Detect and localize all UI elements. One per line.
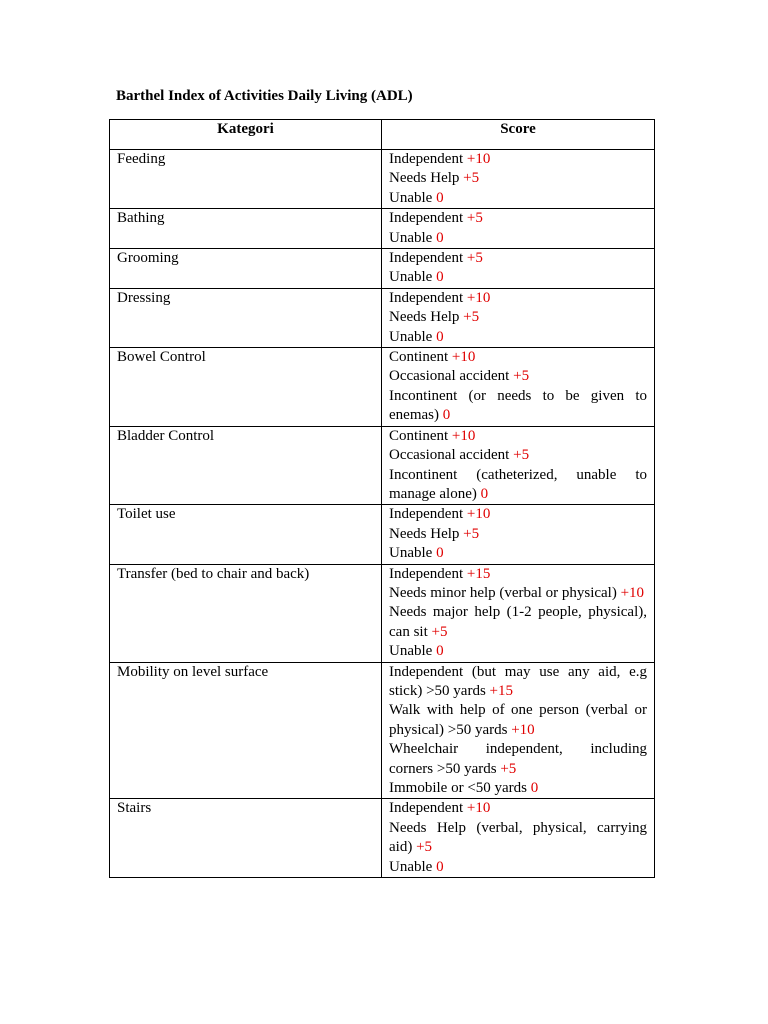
table-row <box>110 249 655 289</box>
score-option <box>389 799 647 818</box>
score-option-label: Independent <box>389 210 464 227</box>
score-option-label: Incontinent (or needs to be given to enemas) <box>389 387 647 424</box>
score-option-points: +5 <box>416 839 433 856</box>
score-option-label: Independent <box>389 565 464 582</box>
score-option <box>389 189 647 208</box>
score-option-points: +5 <box>466 210 483 227</box>
score-option <box>389 289 647 308</box>
score-option-points: +5 <box>431 623 448 640</box>
score-option <box>389 308 647 327</box>
score-option <box>389 642 647 661</box>
score-option <box>389 565 647 584</box>
score-option-label: Needs minor help (verbal or physical) <box>389 584 617 601</box>
score-option-points: +5 <box>463 525 480 542</box>
category-cell: Stairs <box>110 799 382 878</box>
score-option-points: +10 <box>511 721 535 738</box>
barthel-index-table <box>109 119 655 878</box>
score-option <box>389 701 647 740</box>
table-header-row <box>110 120 655 150</box>
table-row <box>110 150 655 209</box>
score-cell <box>382 150 655 209</box>
score-option <box>389 525 647 544</box>
score-option-points: +10 <box>620 584 645 601</box>
score-option <box>389 150 647 169</box>
score-cell <box>382 564 655 662</box>
table-row <box>110 564 655 662</box>
score-option-label: Unable <box>389 229 433 246</box>
score-option-label: Wheelchair independent, including corners >50 yards <box>389 741 647 777</box>
score-option-points: +5 <box>466 250 483 267</box>
table-row <box>110 662 655 799</box>
score-option <box>389 544 647 563</box>
score-cell <box>382 209 655 249</box>
category-cell: Bowel Control <box>110 348 382 427</box>
score-cell <box>382 799 655 878</box>
score-option <box>389 249 647 268</box>
score-option-points: +10 <box>466 151 491 167</box>
score-option <box>389 169 647 188</box>
score-option-points: +5 <box>463 309 480 326</box>
category-cell: Bladder Control <box>110 426 382 505</box>
score-option-label: Immobile or <50 yards <box>389 780 528 796</box>
score-option <box>389 387 647 426</box>
score-option-label: Occasional accident <box>389 447 510 464</box>
score-option-points: 0 <box>530 780 539 796</box>
score-option-points: 0 <box>436 189 444 206</box>
score-option <box>389 367 647 386</box>
score-cell <box>382 249 655 289</box>
score-option-points: +10 <box>466 506 491 523</box>
category-cell: Mobility on level surface <box>110 662 382 799</box>
score-option <box>389 328 647 347</box>
score-option-label: Independent <box>389 250 464 267</box>
category-cell: Dressing <box>110 288 382 347</box>
table-row <box>110 799 655 878</box>
score-cell <box>382 288 655 347</box>
table-row <box>110 209 655 249</box>
score-option <box>389 858 647 877</box>
score-option <box>389 268 647 287</box>
category-cell: Grooming <box>110 249 382 289</box>
category-cell: Transfer (bed to chair and back) <box>110 564 382 662</box>
category-cell: Bathing <box>110 209 382 249</box>
score-option-points: 0 <box>436 858 444 875</box>
score-option-points: 0 <box>442 407 451 424</box>
score-option <box>389 663 647 702</box>
score-option-label: Needs Help <box>389 170 460 187</box>
header-category: Kategori <box>110 120 382 150</box>
score-option-label: Independent <box>389 151 464 167</box>
score-option-label: Continent <box>389 427 449 444</box>
score-option-points: +15 <box>489 682 513 699</box>
score-option-points: +5 <box>463 170 480 187</box>
header-score: Score <box>382 120 655 150</box>
score-option-points: 0 <box>480 485 489 502</box>
score-cell <box>382 348 655 427</box>
score-option-label: Unable <box>389 189 433 206</box>
score-option-label: Unable <box>389 269 433 286</box>
score-option-points: +10 <box>451 349 476 366</box>
score-option-points: +10 <box>451 427 476 444</box>
score-option-label: Needs major help (1-2 people, physical), can sit <box>389 604 647 640</box>
score-option <box>389 427 647 446</box>
score-cell <box>382 662 655 799</box>
score-option-label: Independent <box>389 800 464 817</box>
score-option-label: Needs Help (verbal, physical, carrying aid) <box>389 819 647 856</box>
score-option-label: Occasional accident <box>389 368 510 385</box>
score-option-label: Needs Help <box>389 525 460 542</box>
table-body <box>110 150 655 878</box>
score-option-label: Independent <box>389 289 464 306</box>
score-option <box>389 446 647 465</box>
score-option-points: 0 <box>436 643 444 660</box>
score-option-label: Needs Help <box>389 309 460 326</box>
score-option-label: Continent <box>389 349 449 366</box>
score-option-label: Unable <box>389 328 433 345</box>
table-row <box>110 348 655 427</box>
score-cell <box>382 426 655 505</box>
score-option-label: Independent <box>389 506 464 523</box>
score-option-points: +15 <box>466 565 491 582</box>
score-option-points: 0 <box>436 229 444 246</box>
score-option-label: Incontinent (catheterized, unable to manage alone) <box>389 466 647 502</box>
score-option <box>389 603 647 642</box>
score-option <box>389 466 647 505</box>
score-option-label: Unable <box>389 545 433 562</box>
score-option <box>389 348 647 367</box>
score-option-points: +10 <box>466 800 491 817</box>
score-option-points: +5 <box>500 760 517 777</box>
score-option-points: 0 <box>436 269 444 286</box>
table-row <box>110 426 655 505</box>
score-option <box>389 505 647 524</box>
score-option-label: Unable <box>389 858 433 875</box>
table-row <box>110 505 655 564</box>
score-option-label: Walk with help of one person (verbal or physical) >50 yards <box>389 702 647 738</box>
score-option-points: +5 <box>513 368 530 385</box>
table-row <box>110 288 655 347</box>
score-option-label: Independent (but may use any aid, e.g stick) >50 yards <box>389 663 647 699</box>
score-option <box>389 740 647 779</box>
score-option <box>389 819 647 858</box>
score-option-label: Unable <box>389 643 433 660</box>
category-cell: Toilet use <box>110 505 382 564</box>
score-option <box>389 584 647 603</box>
score-option-points: +5 <box>513 447 530 464</box>
score-option-points: 0 <box>436 328 444 345</box>
page-title: Barthel Index of Activities Daily Living (ADL) <box>116 88 413 104</box>
score-option-points: +10 <box>466 289 491 306</box>
score-option-points: 0 <box>436 545 444 562</box>
score-option <box>389 229 647 248</box>
score-option <box>389 209 647 228</box>
category-cell: Feeding <box>110 150 382 209</box>
score-cell <box>382 505 655 564</box>
score-option <box>389 779 647 798</box>
